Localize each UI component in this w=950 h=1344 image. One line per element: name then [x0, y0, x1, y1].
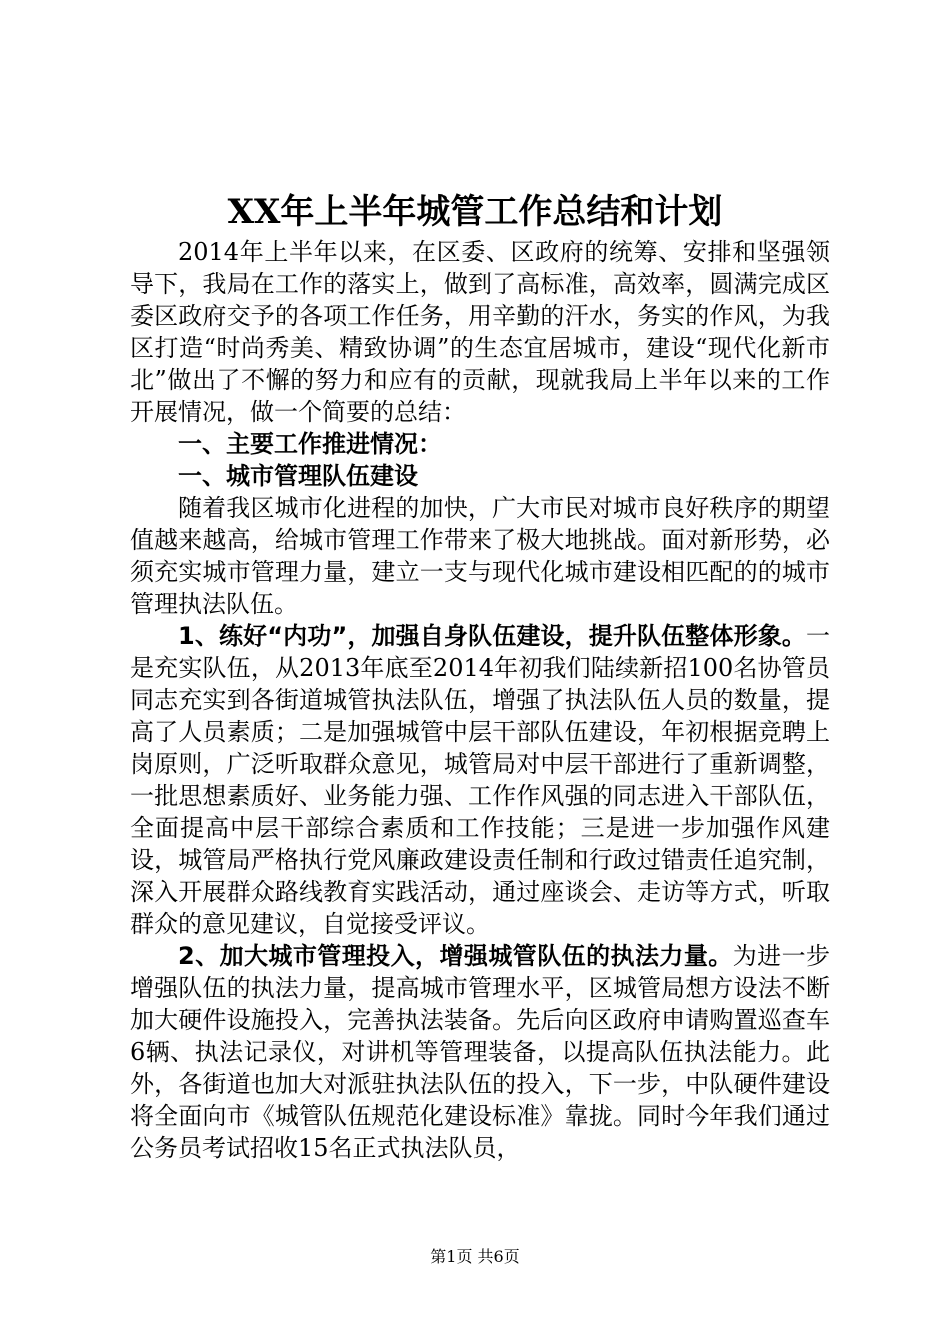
item-1-lead: 1、练好“内功”，加强自身队伍建设，提升队伍整体形象。 — [178, 622, 806, 650]
intro-paragraph: 2014年上半年以来，在区委、区政府的统筹、安排和坚强领导下，我局在工作的落实上，做到了高标准，高效率，圆满完成区委区政府交予的各项工作任务，用辛勤的汗水，务实的作风，为我区打造“时尚秀美、精致协调”的生态宜居城市，建设“现代化新市北”做出了不懈的努力和应有的贡献，现就我局上半年以来的工作开展情况，做一个简要的总结： — [130, 238, 830, 426]
document-title: XX年上半年城管工作总结和计划 — [227, 192, 723, 232]
item-2-lead: 2、加大城市管理投入，增强城管队伍的执法力量。 — [178, 942, 733, 970]
item-2-text: 为进一步增强队伍的执法力量，提高城市管理水平，区城管局想方设法不断加大硬件设施投入，完善执法装备。先后向区政府申请购置巡查车6辆、执法记录仪，对讲机等管理装备，以提高队伍执法能力。此外，各街道也加大对派驻执法队伍的投入，下一步，中队硬件建设将全面向市《城管队伍规范化建设标准》靠拢。同时今年我们通过公务员考试招收15名正式执法队员， — [130, 942, 831, 1162]
page-footer: 第1页 共6页 — [430, 1247, 520, 1266]
document-body — [130, 236, 830, 1164]
subsection-heading: 一、城市管理队伍建设 — [178, 462, 418, 490]
item-2-paragraph — [130, 940, 830, 1164]
item-1-paragraph — [130, 620, 830, 940]
item-1-text: 一是充实队伍，从2013年底至2014年初我们陆续新招100名协管员同志充实到各街道城管执法队伍，增强了执法队伍人员的数量，提高了人员素质；二是加强城管中层干部队伍建设，年初根据竞聘上岗原则，广泛听取群众意见，城管局对中层干部进行了重新调整，一批思想素质好、业务能力强、工作作风强的同志进入干部队伍，全面提高中层干部综合素质和工作技能；三是进一步加强作风建设，城管局严格执行党风廉政建设责任制和行政过错责任追究制，深入开展群众路线教育实践活动，通过座谈会、走访等方式，听取群众的意见建议，自觉接受评议。 — [130, 622, 830, 938]
paragraph-team-building: 随着我区城市化进程的加快，广大市民对城市良好秩序的期望值越来越高，给城市管理工作带来了极大地挑战。面对新形势，必须充实城市管理力量，建立一支与现代化城市建设相匹配的的城市管理执法队伍。 — [130, 494, 830, 618]
section-heading: 一、主要工作推进情况： — [178, 430, 442, 458]
